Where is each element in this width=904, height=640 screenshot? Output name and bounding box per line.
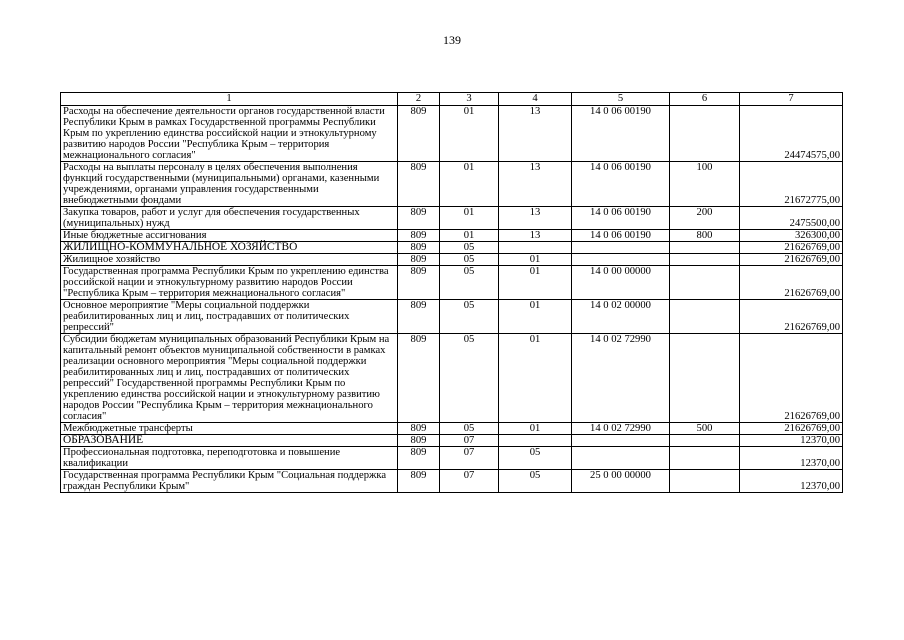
row-description: Субсидии бюджетам муниципальных образований Республики Крым на капитальный ремонт объектов муниципальной собственности в рамках реализации основного мероприятия "Меры социальной поддержки реабилитированных лиц и лиц, пострадавших от политических репрессий" Государственной программы Республики Крым по укреплению единства российской нации и этнокультурному развитию народов России "Республика Крым – территория межнационального согласия" (61, 334, 398, 423)
row-ministry-code: 809 (398, 300, 440, 334)
row-target-article-code: 25 0 00 00000 (572, 470, 670, 493)
row-ministry-code: 809 (398, 423, 440, 435)
row-subsection-code: 05 (499, 447, 572, 470)
row-amount: 12370,00 (740, 435, 843, 447)
row-amount: 21626769,00 (740, 300, 843, 334)
table-header-row (61, 93, 843, 106)
row-description: Государственная программа Республики Крым "Социальная поддержка граждан Республики Крым" (61, 470, 398, 493)
header-cell-2: 2 (398, 93, 440, 106)
row-target-article-code: 14 0 02 72990 (572, 334, 670, 423)
row-description: Расходы на обеспечение деятельности органов государственной власти Республики Крым в рамках Государственной программы Республики Крым по укреплению единства российской нации и этнокультурному развитию народов России "Республика Крым – территория межнационального согласия" (61, 106, 398, 162)
row-expense-type-code (670, 334, 740, 423)
row-target-article-code: 14 0 06 00190 (572, 207, 670, 230)
row-target-article-code: 14 0 06 00190 (572, 106, 670, 162)
row-ministry-code: 809 (398, 162, 440, 207)
row-section-code: 01 (440, 230, 499, 242)
row-target-article-code (572, 435, 670, 447)
row-subsection-code (499, 242, 572, 254)
row-expense-type-code: 500 (670, 423, 740, 435)
row-expense-type-code (670, 470, 740, 493)
row-subsection-code (499, 435, 572, 447)
row-section-code: 01 (440, 207, 499, 230)
row-amount: 24474575,00 (740, 106, 843, 162)
row-ministry-code: 809 (398, 230, 440, 242)
row-target-article-code: 14 0 06 00190 (572, 162, 670, 207)
row-ministry-code: 809 (398, 435, 440, 447)
row-description: Межбюджетные трансферты (61, 423, 398, 435)
row-description: Государственная программа Республики Крым по укреплению единства российской нации и этнокультурному развитию народов России "Республика Крым – территория межнационального согласия" (61, 266, 398, 300)
row-amount: 21626769,00 (740, 423, 843, 435)
row-ministry-code: 809 (398, 242, 440, 254)
row-ministry-code: 809 (398, 207, 440, 230)
page-number: 139 (443, 33, 461, 47)
table-row (61, 470, 843, 493)
row-subsection-code: 01 (499, 300, 572, 334)
row-subsection-code: 13 (499, 230, 572, 242)
row-ministry-code: 809 (398, 334, 440, 423)
table-row (61, 106, 843, 162)
row-section-code: 01 (440, 162, 499, 207)
header-cell-7: 7 (740, 93, 843, 106)
row-amount: 2475500,00 (740, 207, 843, 230)
row-target-article-code: 14 0 06 00190 (572, 230, 670, 242)
row-description: Жилищное хозяйство (61, 254, 398, 266)
row-subsection-code: 13 (499, 207, 572, 230)
row-ministry-code: 809 (398, 106, 440, 162)
row-expense-type-code: 100 (670, 162, 740, 207)
table-row (61, 254, 843, 266)
row-section-code: 05 (440, 242, 499, 254)
row-description: ОБРАЗОВАНИЕ (61, 435, 398, 447)
row-expense-type-code (670, 447, 740, 470)
row-expense-type-code: 800 (670, 230, 740, 242)
row-ministry-code: 809 (398, 254, 440, 266)
table-row (61, 300, 843, 334)
row-amount: 326300,00 (740, 230, 843, 242)
row-description: Основное мероприятие "Меры социальной поддержки реабилитированных лиц и лиц, пострадавших от политических репрессий" (61, 300, 398, 334)
header-cell-5: 5 (572, 93, 670, 106)
table-row (61, 230, 843, 242)
row-amount: 21626769,00 (740, 242, 843, 254)
row-expense-type-code (670, 266, 740, 300)
row-description: Иные бюджетные ассигнования (61, 230, 398, 242)
row-description: Профессиональная подготовка, переподготовка и повышение квалификации (61, 447, 398, 470)
header-cell-1: 1 (61, 93, 398, 106)
row-expense-type-code: 200 (670, 207, 740, 230)
row-target-article-code (572, 254, 670, 266)
row-ministry-code: 809 (398, 447, 440, 470)
row-subsection-code: 13 (499, 162, 572, 207)
row-amount: 12370,00 (740, 447, 843, 470)
row-expense-type-code (670, 254, 740, 266)
row-section-code: 07 (440, 447, 499, 470)
row-target-article-code (572, 242, 670, 254)
header-cell-3: 3 (440, 93, 499, 106)
table-row (61, 334, 843, 423)
row-target-article-code: 14 0 02 72990 (572, 423, 670, 435)
row-amount: 12370,00 (740, 470, 843, 493)
row-subsection-code: 01 (499, 423, 572, 435)
row-amount: 21626769,00 (740, 266, 843, 300)
table-row (61, 242, 843, 254)
row-subsection-code: 01 (499, 334, 572, 423)
row-target-article-code: 14 0 00 00000 (572, 266, 670, 300)
row-description: Закупка товаров, работ и услуг для обеспечения государственных (муниципальных) нужд (61, 207, 398, 230)
row-ministry-code: 809 (398, 470, 440, 493)
row-section-code: 05 (440, 266, 499, 300)
row-section-code: 07 (440, 435, 499, 447)
row-amount: 21626769,00 (740, 334, 843, 423)
row-expense-type-code (670, 242, 740, 254)
row-subsection-code: 05 (499, 470, 572, 493)
row-section-code: 05 (440, 423, 499, 435)
row-description: Расходы на выплаты персоналу в целях обеспечения выполнения функций государственными (муниципальными) органами, казенными учреждениями, органами управления государственными внебюджетными фондами (61, 162, 398, 207)
row-target-article-code (572, 447, 670, 470)
row-section-code: 05 (440, 300, 499, 334)
row-amount: 21626769,00 (740, 254, 843, 266)
row-expense-type-code (670, 300, 740, 334)
table-row (61, 447, 843, 470)
header-cell-6: 6 (670, 93, 740, 106)
row-target-article-code: 14 0 02 00000 (572, 300, 670, 334)
row-ministry-code: 809 (398, 266, 440, 300)
table-row (61, 162, 843, 207)
row-section-code: 07 (440, 470, 499, 493)
row-subsection-code: 01 (499, 254, 572, 266)
row-amount: 21672775,00 (740, 162, 843, 207)
row-subsection-code: 13 (499, 106, 572, 162)
row-section-code: 05 (440, 334, 499, 423)
budget-table (60, 92, 843, 493)
table-row (61, 423, 843, 435)
header-cell-4: 4 (499, 93, 572, 106)
table-row (61, 435, 843, 447)
row-expense-type-code (670, 435, 740, 447)
row-subsection-code: 01 (499, 266, 572, 300)
table-row (61, 266, 843, 300)
table-row (61, 207, 843, 230)
row-section-code: 01 (440, 106, 499, 162)
row-section-code: 05 (440, 254, 499, 266)
row-expense-type-code (670, 106, 740, 162)
row-description: ЖИЛИЩНО-КОММУНАЛЬНОЕ ХОЗЯЙСТВО (61, 242, 398, 254)
